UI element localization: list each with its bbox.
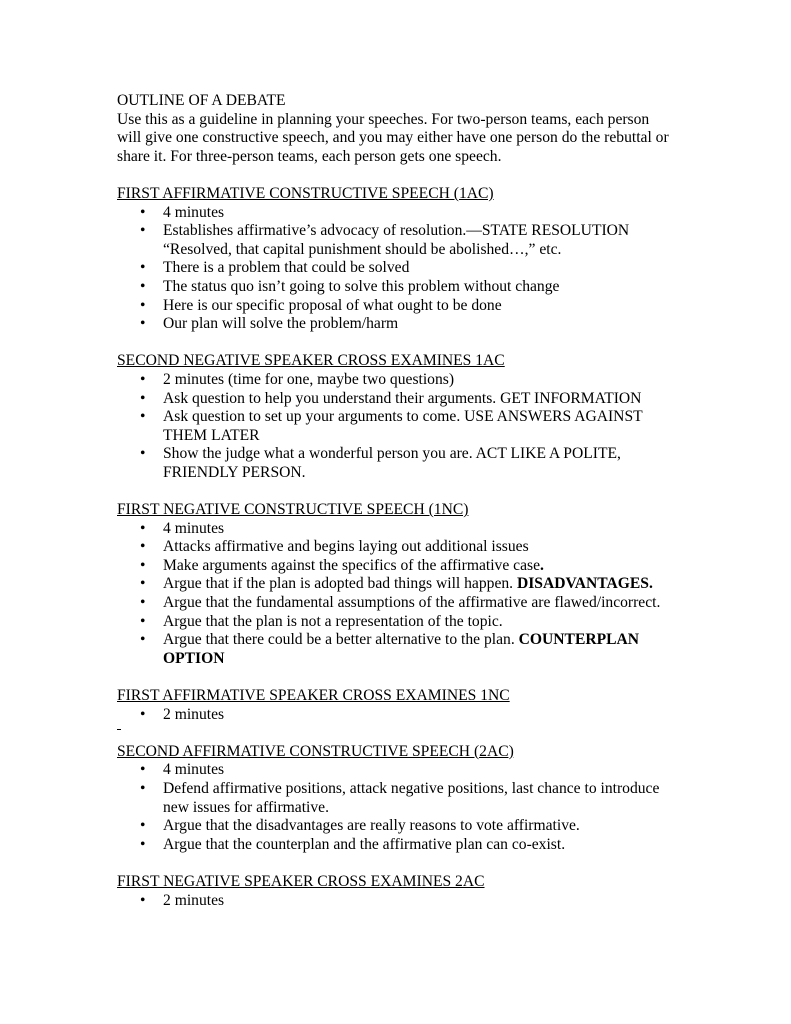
list-item: • Argue that the counterplan and the affirmative plan can co-exist. [140, 835, 566, 853]
list-item: • Argue that the plan is not a representation of the topic. [140, 612, 503, 630]
section-heading: FIRST AFFIRMATIVE SPEAKER CROSS EXAMINES 1NC [117, 687, 510, 704]
list-item: • 4 minutes [140, 519, 225, 537]
list-item: • Argue that the fundamental assumptions of the affirmative are flawed/incorrect. [140, 594, 661, 612]
section-heading: SECOND NEGATIVE SPEAKER CROSS EXAMINES 1AC [117, 352, 505, 370]
bullet-icon: • [140, 779, 146, 797]
list-item: • Argue that the disadvantages are really reasons to vote affirmative. [140, 817, 580, 835]
section-1nc [117, 501, 677, 668]
list-item: • Defend affirmative positions, attack negative positions, last chance to introduce new issues for affirmative. [140, 779, 660, 816]
list-item: • 2 minutes [140, 891, 225, 909]
section-neg-cx-1ac [117, 352, 677, 482]
section-aff-cx-1nc [117, 687, 677, 724]
section-1ac [117, 185, 677, 334]
bullet-icon: • [140, 445, 146, 463]
bullet-icon: • [140, 761, 146, 779]
bullet-icon: • [140, 594, 146, 612]
bullet-list [117, 204, 677, 334]
bullet-icon: • [140, 835, 146, 853]
list-item: • 2 minutes [140, 705, 225, 723]
list-item: • Ask question to set up your arguments to come. USE ANSWERS AGAINST THEM LATER [140, 408, 643, 444]
list-item: • Argue that there could be a better alternative to the plan. COUNTERPLAN OPTION [140, 631, 640, 667]
section-heading: SECOND AFFIRMATIVE CONSTRUCTIVE SPEECH (2AC) [117, 742, 514, 760]
list-item: • Argue that if the plan is adopted bad things will happen. DISADVANTAGES. [140, 575, 653, 593]
bullet-icon: • [140, 519, 146, 537]
section-neg-cx-2ac [117, 873, 677, 910]
bullet-list [117, 520, 677, 669]
section-heading: FIRST NEGATIVE CONSTRUCTIVE SPEECH (1NC) [117, 501, 469, 519]
list-item: • Establishes affirmative’s advocacy of resolution.—STATE RESOLUTION “Resolved, that capital punishment should be abolished…,” etc. [140, 222, 630, 258]
section-2ac [117, 743, 677, 855]
bullet-icon: • [140, 612, 146, 630]
section-heading: FIRST NEGATIVE SPEAKER CROSS EXAMINES 2AC [117, 872, 485, 890]
bullet-icon: • [140, 705, 146, 723]
list-item: • Our plan will solve the problem/harm [140, 315, 399, 333]
bullet-icon: • [140, 296, 146, 314]
list-item: • Attacks affirmative and begins laying out additional issues [140, 538, 529, 556]
section-heading: FIRST AFFIRMATIVE CONSTRUCTIVE SPEECH (1AC) [117, 184, 494, 202]
document-title: OUTLINE OF A DEBATE [117, 92, 286, 109]
bullet-icon: • [140, 203, 146, 221]
bullet-icon: • [140, 408, 146, 426]
bullet-icon: • [140, 389, 146, 407]
list-item: • Ask question to help you understand their arguments. GET INFORMATION [140, 389, 642, 407]
list-item: • 2 minutes (time for one, maybe two questions) [140, 370, 455, 388]
list-item: • Make arguments against the specifics of the affirmative case. [140, 556, 544, 574]
bullet-list [117, 371, 677, 483]
bullet-icon: • [140, 315, 146, 333]
list-item: • The status quo isn’t going to solve this problem without change [140, 277, 560, 295]
stray-underline-mark [117, 724, 677, 743]
bullet-icon: • [140, 259, 146, 277]
bullet-icon: • [140, 631, 146, 649]
list-item: • 4 minutes [140, 203, 225, 221]
bullet-icon: • [140, 370, 146, 388]
bullet-list [117, 761, 677, 854]
bullet-icon: • [140, 222, 146, 240]
list-item: • Show the judge what a wonderful person you are. ACT LIKE A POLITE, FRIENDLY PERSON. [140, 445, 621, 481]
bullet-list [117, 706, 677, 725]
bullet-icon: • [140, 575, 146, 593]
list-item: • Here is our specific proposal of what ought to be done [140, 296, 502, 314]
bullet-icon: • [140, 556, 146, 574]
document-page [117, 92, 677, 910]
bullet-list [117, 892, 677, 911]
bullet-icon: • [140, 277, 146, 295]
bullet-icon: • [140, 817, 146, 835]
list-item: • There is a problem that could be solved [140, 259, 410, 277]
list-item: • 4 minutes [140, 761, 225, 779]
intro-paragraph: Use this as a guideline in planning your speeches. For two-person teams, each person will give one constructive speech, and you may either have one person do the rebuttal or share it. For three-person teams, each person gets one speech. [117, 110, 669, 165]
bullet-icon: • [140, 538, 146, 556]
bullet-icon: • [140, 891, 146, 909]
